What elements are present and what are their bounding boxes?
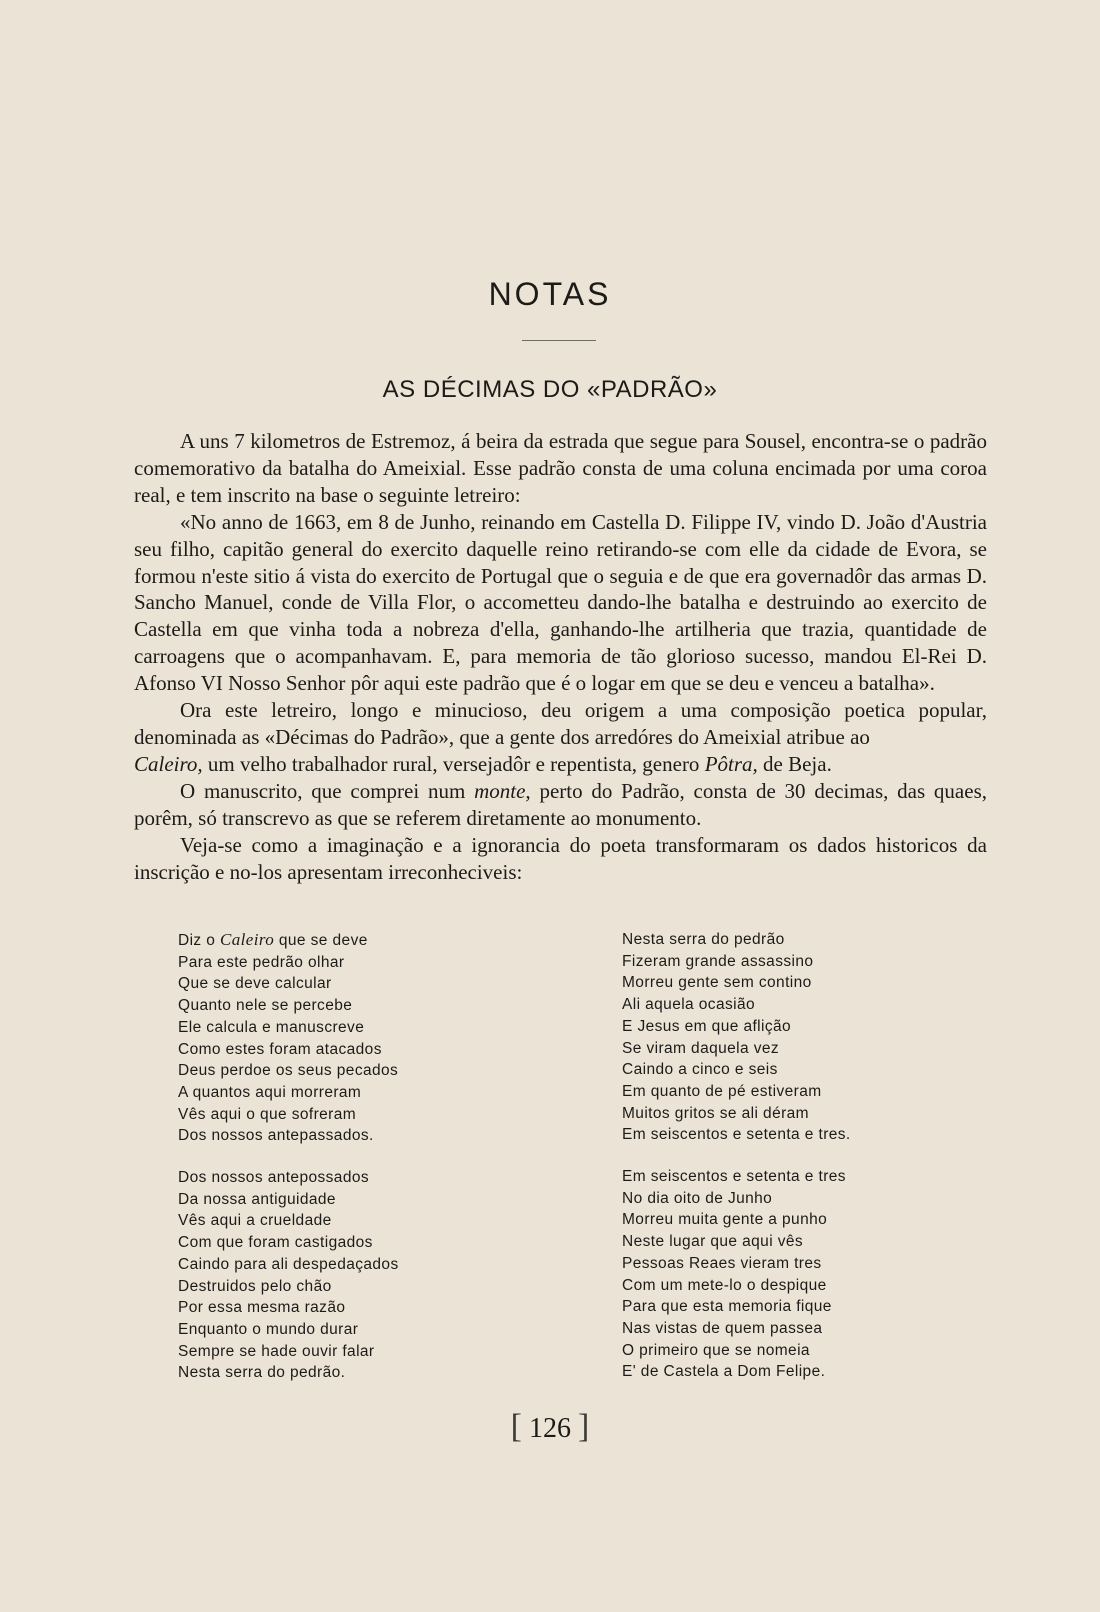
verse-line: Vês aqui o que sofreram bbox=[178, 1105, 357, 1123]
verse-line: Quanto nele se percebe bbox=[178, 997, 353, 1015]
verse-line: Muitos gritos se ali déram bbox=[622, 1104, 809, 1122]
paragraph-origin bbox=[134, 697, 987, 778]
stanza bbox=[622, 1166, 982, 1383]
verse-line: Dos nossos antepossados bbox=[178, 1169, 370, 1187]
emphasis-caleiro: Caleiro bbox=[220, 930, 275, 949]
text-run: O manuscrito, que comprei num bbox=[180, 778, 466, 803]
verse-line: Se viram daquela vez bbox=[622, 1039, 780, 1057]
page-number bbox=[0, 1408, 1100, 1446]
verse-line: Para que esta memoria fique bbox=[622, 1298, 832, 1316]
verse-line: Destruidos pelo chão bbox=[178, 1277, 332, 1295]
verse-line: Caindo para ali despedaçados bbox=[178, 1255, 399, 1273]
verse-line: Como estes foram atacados bbox=[178, 1040, 382, 1058]
title-divider bbox=[522, 340, 596, 341]
verse-line: E Jesus em que aflição bbox=[622, 1017, 792, 1035]
paragraph-inscription: «No anno de 1663, em 8 de Junho, reinando em Castella D. Filippe IV, vindo D. João d'Austria seu filho, capitão general do exercito daquelle reino retirando-se com elle da cidade de Evora, se formou n'este sitio á vista do exercito de Portugal que o seguia e de que era governadôr das armas D. Sancho Manuel, conde de Villa Flor, o accometteu dando-lhe batalha e destruindo ao exercito de Castella em que vinha toda a nobreza d'ella, ganhando-lhe artilheria que trazia, quantidade de carroagens que o acompanhavam. E, para memoria de tão glorioso sucesso, mandou El-Rei D. Afonso VI Nosso Senhor pôr aqui este padrão que é o logar em que se deu e venceu a batalha». bbox=[134, 509, 987, 696]
verse-line: Nesta serra do pedrão bbox=[622, 931, 785, 948]
page-number-close-bracket: ] bbox=[578, 1408, 590, 1445]
verse-line: Com que foram castigados bbox=[178, 1234, 373, 1252]
text-run: Diz o bbox=[178, 932, 216, 949]
stanza bbox=[622, 929, 982, 1146]
text-run: de Beja. bbox=[763, 751, 832, 776]
body-text bbox=[134, 428, 987, 885]
verse-line: Da nossa antiguidade bbox=[178, 1190, 336, 1208]
article-title: AS DÉCIMAS DO «PADRÃO» bbox=[382, 376, 718, 403]
verse-line: Que se deve calcular bbox=[178, 975, 332, 993]
verse-line: Para este pedrão olhar bbox=[178, 953, 345, 971]
verse-line: Em quanto de pé estiveram bbox=[622, 1082, 822, 1100]
verse-line: Com um mete-lo o despique bbox=[622, 1276, 827, 1294]
verse-column-left bbox=[178, 929, 538, 1404]
page-number-open-bracket: [ bbox=[510, 1408, 522, 1445]
page-number-value: 126 bbox=[529, 1413, 571, 1444]
text-run: Ora este letreiro, longo e minucioso, deu origem a uma composição poetica popular, denominada as «Décimas do Padrão», que a gente dos arredóres do Ameixial atribue ao bbox=[134, 698, 987, 749]
verse-line: Ali aquela ocasião bbox=[622, 996, 756, 1014]
verse-line: Morreu muita gente a punho bbox=[622, 1211, 828, 1229]
stanza bbox=[178, 1167, 538, 1384]
verse-line: Em seiscentos e setenta e tres. bbox=[622, 1126, 851, 1144]
stanza bbox=[178, 929, 538, 1147]
verse-line: Dos nossos antepassados. bbox=[178, 1127, 374, 1145]
paragraph-manuscript bbox=[134, 778, 987, 832]
section-title: NOTAS bbox=[488, 276, 612, 312]
verse-line: Fizeram grande assassino bbox=[622, 952, 814, 970]
text-run: perto do Padrão, consta de 30 decimas, das quaes, porêm, só transcrevo as que se referem diretamente ao monumento. bbox=[134, 778, 987, 830]
verse-column-right bbox=[622, 929, 982, 1403]
emphasis-monte: monte, bbox=[474, 778, 531, 803]
text-run: que se deve bbox=[278, 932, 368, 949]
verse-line: E' de Castela a Dom Felipe. bbox=[622, 1363, 826, 1381]
paragraph-conclusion: Veja-se como a imaginação e a ignorancia do poeta transformaram os dados historicos da inscrição e no-los apresentam irreconheciveis: bbox=[134, 832, 987, 884]
verse-line: Nesta serra do pedrão. bbox=[178, 1364, 346, 1382]
verse-line: A quantos aqui morreram bbox=[178, 1083, 362, 1101]
verse-line bbox=[178, 929, 538, 952]
text-run: um velho trabalhador rural, versejadôr e repentista, genero bbox=[207, 751, 700, 776]
verse-line: O primeiro que se nomeia bbox=[622, 1341, 810, 1359]
verse-line: Deus perdoe os seus pecados bbox=[178, 1062, 399, 1080]
verse-line: Vês aqui a crueldade bbox=[178, 1212, 332, 1230]
verse-line: Nas vistas de quem passea bbox=[622, 1319, 823, 1337]
verse-line: Em seiscentos e setenta e tres bbox=[622, 1168, 846, 1186]
verse-line: Pessoas Reaes vieram tres bbox=[622, 1254, 822, 1272]
emphasis-potra: Pôtra, bbox=[704, 751, 758, 776]
verse-line: Por essa mesma razão bbox=[178, 1299, 346, 1317]
verse-line: Enquanto o mundo durar bbox=[178, 1320, 359, 1338]
verse-line: Neste lugar que aqui vês bbox=[622, 1233, 804, 1251]
verse-line: Ele calcula e manuscreve bbox=[178, 1018, 365, 1036]
verse-line: Morreu gente sem contino bbox=[622, 974, 812, 992]
verse-line: Caindo a cinco e seis bbox=[622, 1061, 778, 1079]
emphasis-caleiro: Caleiro, bbox=[134, 751, 203, 776]
verse-line: Sempre se hade ouvir falar bbox=[178, 1342, 375, 1360]
verse-line: No dia oito de Junho bbox=[622, 1189, 773, 1207]
paragraph-intro: A uns 7 kilometros de Estremoz, á beira da estrada que segue para Sousel, encontra-se o padrão comemorativo da batalha do Ameixial. Esse padrão consta de uma coluna encimada por uma coroa real, e tem inscrito na base o seguinte letreiro: bbox=[134, 429, 987, 507]
